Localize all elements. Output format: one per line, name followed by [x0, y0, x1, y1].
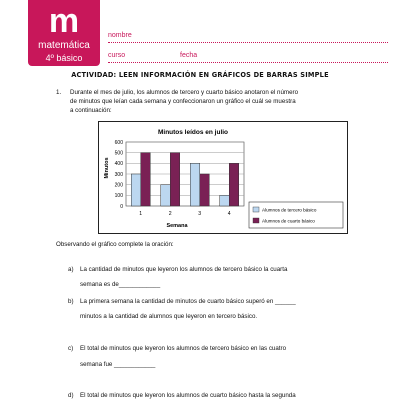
- date-label: fecha: [180, 52, 198, 59]
- bar-cuarto-1: [141, 153, 151, 206]
- legend-box: [249, 202, 343, 228]
- logo-letter: m: [48, 2, 80, 40]
- y-tick-label: 400: [114, 161, 123, 168]
- bar-tercero-4: [220, 195, 230, 206]
- legend-entry: Alumnos de cuarto básico: [262, 218, 315, 224]
- bar-cuarto-2: [170, 153, 180, 206]
- chart-y-label: Minutos: [104, 157, 110, 179]
- question-d-letter: d): [68, 392, 74, 399]
- intro-line-1: Durante el mes de julio, los alumnos de tercero y cuarto básico anotaron el número: [70, 89, 299, 96]
- bar-cuarto-3: [200, 174, 210, 206]
- question-c-letter: c): [68, 345, 74, 352]
- x-tick-label: 1: [139, 211, 143, 217]
- name-label: nombre: [108, 32, 132, 39]
- x-tick-label: 4: [227, 211, 231, 217]
- question-b-letter: b): [68, 298, 74, 305]
- bar-tercero-2: [161, 185, 171, 206]
- activity-title: ACTIVIDAD: LEEN INFORMACIÓN EN GRÁFICOS DE BARRAS SIMPLE: [71, 71, 329, 79]
- logo-grade: 4º básico: [45, 53, 83, 63]
- x-tick-label: 3: [198, 211, 202, 217]
- intro-line-3: a continuación:: [70, 107, 112, 114]
- legend-swatch: [253, 218, 259, 223]
- chart-title: Minutos leídos en julio: [157, 129, 229, 136]
- bar-chart-svg: [99, 122, 347, 233]
- instruction: Observando el gráfico complete la oración:: [56, 241, 174, 248]
- bar-tercero-1: [131, 174, 141, 206]
- question-a-line-2: semana es de____________: [80, 281, 161, 288]
- y-tick-label: 100: [114, 193, 123, 200]
- intro-number: 1.: [56, 89, 62, 96]
- legend-entry: Alumnos de tercero básico: [262, 207, 317, 213]
- y-tick-label: 200: [114, 182, 123, 189]
- matematica-logo: [28, 0, 100, 66]
- name-line[interactable]: [108, 42, 388, 43]
- legend-swatch: [253, 207, 259, 212]
- bar-cuarto-4: [229, 163, 239, 206]
- bar-tercero-3: [190, 163, 200, 206]
- question-c-line-2: semana fue ____________: [80, 361, 156, 368]
- course-label: curso: [108, 52, 126, 59]
- course-date-line[interactable]: [108, 62, 388, 63]
- question-a-letter: a): [68, 266, 74, 273]
- question-b-line-1: La primera semana la cantidad de minutos de cuarto básico superó en ______: [80, 298, 296, 305]
- question-b-line-2: minutos a la cantidad de alumnos que leyeron en tercero básico.: [80, 313, 258, 320]
- y-tick-label: 0: [120, 203, 123, 210]
- chart-x-label: Semana: [166, 223, 188, 229]
- x-tick-label: 2: [168, 211, 172, 217]
- y-tick-label: 600: [114, 139, 123, 146]
- intro-line-2: de minutos que leían cada semana y confeccionaron un gráfico el cuál se muestra: [70, 98, 296, 105]
- y-tick-label: 300: [114, 171, 123, 178]
- question-d-line-1: El total de minutos que leyeron los alumnos de cuarto básico hasta la segunda: [80, 392, 296, 399]
- bar-chart: [98, 121, 348, 234]
- question-a-line-1: La cantidad de minutos que leyeron los alumnos de tercero básico la cuarta: [80, 266, 288, 273]
- y-tick-label: 500: [114, 150, 123, 157]
- question-c-line-1: El total de minutos que leyeron los alumnos de tercero básico en las cuatro: [80, 345, 287, 352]
- logo-word: matemática: [38, 40, 90, 51]
